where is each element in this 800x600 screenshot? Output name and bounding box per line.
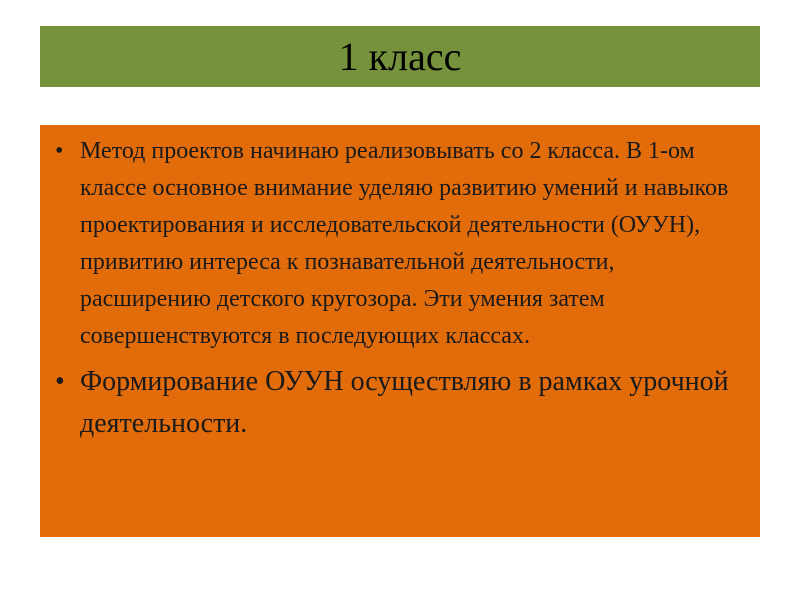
bullet-text: Формирование ОУУН осуществляю в рамках урочной деятельности. [80,366,729,439]
bullet-text: Метод проектов начинаю реализовывать со 2 класса. В 1-ом классе основное внимание уделяю развитию умений и навыков проектирования и исследовательской деятельности (ОУУН), привитию интереса к познавательной деятельности, расширению детского кругозора. Эти умения затем совершенствуются в последующих классах. [80,138,729,349]
content-box [40,125,760,537]
bullet-list [40,133,730,445]
bullet-icon: • [55,138,64,164]
bullet-item-2 [40,361,730,445]
slide-title: 1 класс [338,34,462,79]
title-bar [40,26,760,87]
bullet-item-1 [40,133,730,355]
bullet-icon: • [55,366,65,397]
